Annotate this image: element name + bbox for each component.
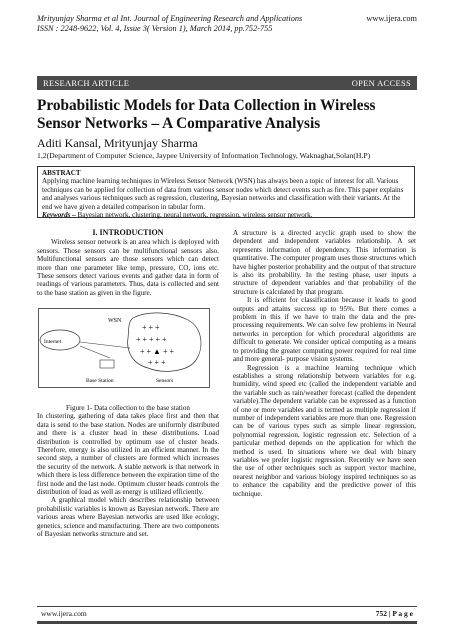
sensor-node-icon: + + +	[142, 323, 160, 332]
wsn-figure	[38, 308, 210, 388]
base-station-icon	[100, 360, 114, 368]
keywords-line	[42, 211, 410, 219]
journal-website[interactable]: www.ijera.com	[366, 14, 417, 23]
footer-website[interactable]: www.ijera.com	[41, 609, 87, 618]
right-column	[233, 229, 416, 498]
sensors-label: Sensors	[156, 378, 174, 384]
open-access-label: OPEN ACCESS	[351, 78, 411, 88]
citation-line-1: Mrityunjay Sharma et al Int. Journal of Engineering Research and Applications	[37, 14, 303, 23]
keywords-label: Keywords –	[42, 211, 76, 220]
research-article-label: RESEARCH ARTICLE	[43, 78, 130, 88]
figure-caption: Figure 1- Data collection to the base station	[66, 404, 190, 412]
internet-label: Internet	[44, 339, 62, 345]
right-paragraph-1: A structure is a directed acyclic graph used to show the dependent and independent variables relationship. A set represents information of dependency. This information is quantitative. The computer program uses those structures which have higher posterior probability and the output of that structure is also its probability. In the testing phase, user inputs a structure of dependent variables and that probability of the structure is calculated by that program.	[233, 229, 416, 296]
left-column-top	[37, 229, 219, 297]
sensor-node-icon: + + +	[148, 358, 166, 367]
left-column-bottom	[37, 404, 219, 539]
running-header	[37, 14, 417, 34]
intro-paragraph-3: A graphical model which describes relationship between probabilistic variables is known as Bayesian network. There are various areas where Bayesian networks are used like ecology, genetics, science and manufacturing. There are two components of Bayesian networks structure and set.	[37, 496, 219, 539]
link-line	[80, 346, 110, 358]
page-footer	[37, 606, 417, 624]
abstract-heading: ABSTRACT	[42, 169, 81, 177]
abstract-text: Applying machine learning techniques in Wireless Sensor Network (WSN) has always been a topic of interest for all. Various techniques can be applied for collection of data from various sensor nodes which detect events such as fire. This paper explains and analyses various techniques such as regression, clustering, Bayesian networks and classification with their variants. At the end we have given a detailed comparison in tabular form.	[42, 177, 404, 211]
keywords-text: Bayesian network, clustering, neural network, regression, wireless sensor network.	[75, 211, 313, 220]
citation-line-2: ISSN : 2248-9622, Vol. 4, Issue 3( Version 1), March 2014, pp.752-755	[37, 24, 273, 33]
sensor-node-icon: + + + + +	[136, 335, 167, 344]
wsn-label: WSN	[108, 318, 122, 324]
right-paragraph-3: Regression is a machine learning technique which establishes a strong relationship between variables for e.g. humidity, wind speed etc (called the independent variable and the variable such as rain/weather forecast (called the dependent variable).The dependent variable can be expressed as a function of one or more variables and is termed as multiple regression if number of independent variables are more than one. Regression can be of various types such as simple linear regression, polynomial regression, logistic regression etc. Selection of a particular method depends on the application for which the method is used. In situations where we deal with binary variables we prefer logistic regression. Recently we have seen the use of other techniques such as support vector machine, nearest neighbor and various biology inspired techniques so as to enhance the capability and the predictive power of this technique.	[233, 363, 416, 498]
authors: Aditi Kansal, Mrityunjay Sharma	[37, 136, 198, 150]
section-heading-introduction: I. INTRODUCTION	[92, 228, 164, 237]
affiliation: 1,2(Department of Computer Science, Jaypee University of Information Technology, Waknaghat,Solan(H.P)	[37, 151, 371, 160]
article-type-banner	[37, 76, 417, 90]
base-station-label: Base Station	[86, 378, 114, 384]
intro-paragraph-1: Wireless sensor network is an area which is deployed with sensors. Those sensors can be multifunctional sensors also. Multifunctional sensors are those sensors which can detect more than one parameter like temp, pressure, CO, ions etc. These sensors detect various events and gather data in form of readings of various parameters. Thus, data is collected and sent to the base station as given in the figure.	[37, 238, 219, 297]
page-number: 752 | P a g e	[375, 609, 413, 618]
sensor-node-icon: + + ▲ + +	[140, 347, 174, 356]
paper-title: Probabilistic Models for Data Collection in Wireless Sensor Networks – A Comparative Analysis	[37, 97, 376, 132]
right-paragraph-2: It is efficient for classification because it leads to good outputs and attains success up to 95%. But there comes a problem in this if we have to train the data and the pre-processing requirements. We can solve few problems in Neural networks in perception for which procedural algorithms are difficult to generate. We consider optical computing as a means to providing the greater computing power required for real time and more general- purpose vision systems.	[233, 296, 416, 364]
abstract-box	[37, 166, 415, 218]
link-line	[80, 342, 130, 348]
intro-paragraph-2: In clustering, gathering of data takes place first and then that data is send to the base station. Nodes are uniformly distributed and there is a cluster head in these distributions. Load distribution is controlled by optimum use of cluster heads. Therefore, energy is also utilized in an efficient manner. In the second step, a number of clusters are formed which increases the security of the network. A stable network is that network in which there is less difference between the expiration time of the first node and the last node. Optimum cluster heads controls the distribution of load as well as energy is utilized efficiently.	[37, 412, 219, 497]
